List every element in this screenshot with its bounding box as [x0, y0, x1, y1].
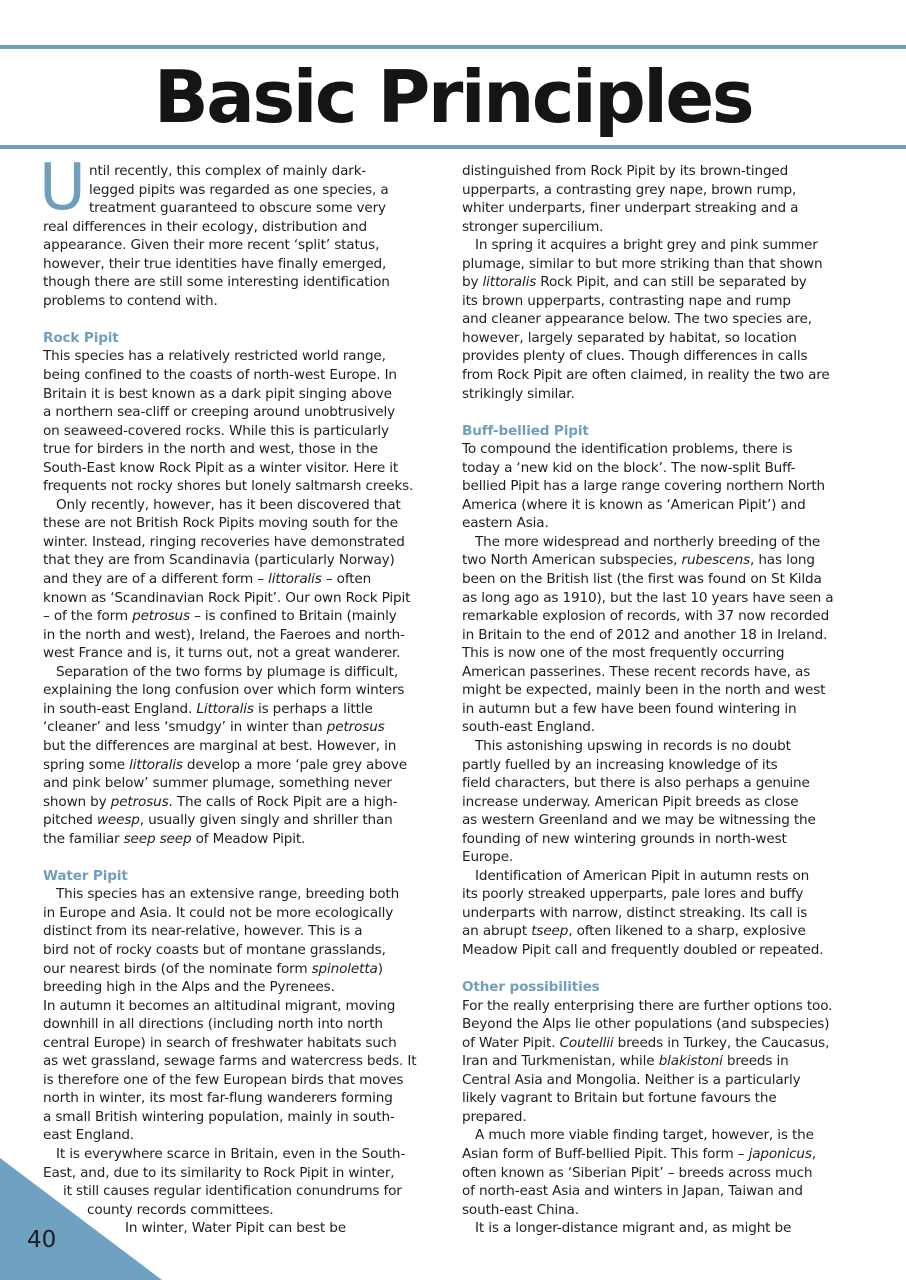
text-line: It is a longer-distance migrant and, as might be	[475, 1220, 792, 1237]
text-line: Iran and Turkmenistan, while blakistoni breeds in	[462, 1053, 789, 1070]
text-line: East, and, due to its similarity to Rock Pipit in winter,	[43, 1164, 395, 1181]
text-line: often known as ‘Siberian Pipit’ – breeds across much	[462, 1164, 813, 1181]
section-heading: Buff-bellied Pipit	[462, 422, 589, 439]
title-bottom-rule	[0, 145, 906, 149]
text-line: founding of new wintering grounds in north-west	[462, 830, 787, 847]
latin-name: spinoletta	[311, 960, 378, 977]
text-line: The more widespread and northerly breeding of the	[475, 533, 821, 550]
text-line: south-east England.	[462, 719, 595, 736]
text-line: north in winter, its most far-flung wanderers forming	[43, 1090, 393, 1107]
text-line: east England.	[43, 1127, 134, 1144]
latin-name: petrosus	[326, 719, 385, 736]
text-line: Asian form of Buff-bellied Pipit. This form – japonicus,	[462, 1145, 817, 1162]
text-line: south-east China.	[462, 1201, 579, 1218]
text-line: In autumn it becomes an altitudinal migrant, moving	[43, 997, 396, 1014]
latin-name: rubescens	[681, 552, 750, 569]
text-line: of Water Pipit. Coutellii breeds in Turkey, the Caucasus,	[462, 1034, 830, 1051]
text-line: Only recently, however, has it been discovered that	[56, 496, 401, 513]
section-heading: Rock Pipit	[43, 329, 119, 346]
text-line: Beyond the Alps lie other populations (and subspecies)	[462, 1016, 830, 1033]
text-line: and they are of a different form – littoralis – often	[43, 571, 372, 588]
text-line: ‘cleaner’ and less ‘smudgy’ in winter than petrosus	[43, 719, 385, 736]
intro-paragraph	[39, 151, 483, 310]
text-line: pitched weesp, usually given singly and shriller than	[43, 812, 393, 829]
latin-name: petrosus	[110, 793, 169, 810]
text-line: It is everywhere scarce in Britain, even in the South-	[56, 1145, 406, 1162]
text-line: been on the British list (the first was found on St Kilda	[462, 571, 822, 588]
latin-name: petrosus	[132, 608, 190, 625]
text-line: as wet grassland, sewage farms and watercress beds. It	[43, 1053, 417, 1070]
text-line: in Europe and Asia. It could not be more ecologically	[43, 904, 394, 921]
text-line: the familiar seep seep of Meadow Pipit.	[43, 830, 306, 847]
text-line: – of the form petrosus – is confined to Britain (mainly	[43, 608, 397, 625]
text-line: This species has a relatively restricted world range,	[43, 348, 386, 365]
text-line: distinguished from Rock Pipit by its brown-tinged	[462, 163, 789, 179]
text-line: shown by petrosus. The calls of Rock Pipit are a high-	[43, 793, 398, 810]
section-other-possibilities	[462, 978, 902, 1238]
text-line: This astonishing upswing in records is no doubt	[475, 737, 791, 754]
text-line: plumage, similar to but more striking than that shown	[462, 255, 823, 272]
latin-name: blakistoni	[658, 1053, 723, 1070]
text-line: A much more viable finding target, however, is the	[475, 1127, 814, 1144]
text-line: two North American subspecies, rubescens, has long	[462, 552, 815, 569]
text-line: in the north and west), Ireland, the Faeroes and north-	[43, 626, 405, 643]
text-line: To compound the identification problems, there is	[462, 441, 793, 458]
text-line: an abrupt tseep, often likened to a sharp, explosive	[462, 923, 806, 940]
text-line: today a ‘new kid on the block’. The now-split Buff-	[462, 459, 796, 476]
text-line: ntil recently, this complex of mainly dark-	[89, 163, 367, 179]
text-line: distinct from its near-relative, however. This is a	[43, 923, 363, 940]
text-line: however, largely separated by habitat, so location	[462, 329, 797, 346]
text-line: stronger supercilium.	[462, 218, 604, 235]
text-line: real differences in their ecology, distribution and	[43, 218, 367, 235]
text-line: west France and is, it turns out, not a great wanderer.	[43, 645, 401, 662]
text-line: Europe.	[462, 849, 514, 866]
text-line: Separation of the two forms by plumage is difficult,	[56, 663, 399, 680]
text-line: bird not of rocky coasts but of montane grasslands,	[43, 941, 386, 958]
text-line: American passerines. These recent records have, as	[462, 663, 811, 680]
text-line: in Britain to the end of 2012 and another 18 in Ireland.	[462, 626, 828, 643]
text-line: and cleaner appearance below. The two species are,	[462, 311, 812, 328]
text-line: eastern Asia.	[462, 515, 549, 532]
text-line: on seaweed-covered rocks. While this is particularly	[43, 422, 389, 439]
text-line: in autumn but a few have been found wintering in	[462, 700, 797, 717]
page-number: 40	[27, 1227, 57, 1253]
text-line: downhill in all directions (including north into north	[43, 1016, 383, 1033]
text-line: In winter, Water Pipit can best be	[125, 1220, 346, 1237]
text-line: This species has an extensive range, breeding both	[56, 886, 400, 903]
text-line: in south-east England. Littoralis is perhaps a little	[43, 700, 373, 717]
section-buff-bellied-pipit	[462, 422, 902, 960]
text-line: a northern sea-cliff or creeping around unobtrusively	[43, 404, 396, 421]
text-line: America (where it is known as ‘American Pipit’) and	[462, 496, 806, 513]
text-line: underparts with narrow, distinct streaking. Its call is	[462, 904, 808, 921]
text-line: its poorly streaked upperparts, pale lores and buffy	[462, 886, 804, 903]
text-line: Meadow Pipit call and frequently doubled or repeated.	[462, 941, 824, 958]
text-line: bellied Pipit has a large range covering northern North	[462, 478, 826, 495]
text-line: For the really enterprising there are further options too.	[462, 997, 833, 1014]
text-line: whiter underparts, finer underpart streaking and a	[462, 200, 799, 217]
text-line: frequents not rocky shores but lonely saltmarsh creeks.	[43, 478, 414, 495]
text-line: however, their true identities have finally emerged,	[43, 255, 387, 272]
call-name: weesp	[96, 812, 140, 829]
text-line: treatment guaranteed to obscure some very	[89, 200, 386, 217]
text-line: being confined to the coasts of north-west Europe. In	[43, 367, 397, 384]
section-heading: Other possibilities	[462, 979, 600, 996]
text-line: problems to contend with.	[43, 292, 218, 309]
text-line: partly fuelled by an increasing knowledge of its	[462, 756, 778, 773]
text-line: might be expected, mainly been in the north and west	[462, 682, 826, 699]
text-line: Central Asia and Mongolia. Neither is a particularly	[462, 1071, 801, 1088]
text-line: prepared.	[462, 1108, 527, 1125]
text-line: it still causes regular identification conundrums for	[63, 1183, 402, 1200]
section-water-pipit-continued	[462, 162, 902, 403]
text-line: Britain it is best known as a dark pipit singing above	[43, 385, 392, 402]
call-name: tseep	[531, 923, 569, 940]
page-title: Basic Principles	[153, 55, 753, 139]
text-line: winter. Instead, ringing recoveries have demonstrated	[43, 533, 405, 550]
text-line: This is now one of the most frequently occurring	[462, 645, 785, 662]
text-line: and pink below’ summer plumage, something never	[43, 775, 392, 792]
right-column	[462, 162, 902, 1238]
text-line: appearance. Given their more recent ‘split’ status,	[43, 237, 380, 254]
text-line: field characters, but there is also perhaps a genuine	[462, 775, 810, 792]
text-line: but the differences are marginal at best. However, in	[43, 737, 397, 754]
text-line: explaining the long confusion over which form winters	[43, 682, 405, 699]
text-line: that they are from Scandinavia (particularly Norway)	[43, 552, 395, 569]
text-line: South-East know Rock Pipit as a winter visitor. Here it	[43, 459, 399, 476]
text-line: In spring it acquires a bright grey and pink summer	[475, 237, 818, 254]
text-line: likely vagrant to Britain but fortune favours the	[462, 1090, 777, 1107]
latin-name: littoralis	[482, 274, 537, 291]
drop-cap: U	[39, 151, 86, 225]
text-line: our nearest birds (of the nominate form spinoletta)	[43, 960, 383, 977]
text-line: these are not British Rock Pipits moving south for the	[43, 515, 398, 532]
latin-name: Littoralis	[196, 700, 254, 717]
text-line: its brown upperparts, contrasting nape and rump	[462, 292, 791, 309]
text-line: Identification of American Pipit in autumn rests on	[475, 867, 810, 884]
text-line: by littoralis Rock Pipit, and can still be separated by	[462, 274, 807, 291]
latin-name: littoralis	[129, 756, 183, 773]
text-line: as western Greenland and we may be witnessing the	[462, 812, 816, 829]
text-line: upperparts, a contrasting grey nape, brown rump,	[462, 181, 797, 198]
text-line: true for birders in the north and west, those in the	[43, 441, 378, 458]
text-line: central Europe) in search of freshwater habitats such	[43, 1034, 397, 1051]
text-line: known as ‘Scandinavian Rock Pipit’. Our own Rock Pipit	[43, 589, 411, 606]
text-line: remarkable explosion of records, with 37 now recorded	[462, 608, 830, 625]
section-heading: Water Pipit	[43, 867, 128, 884]
latin-name: japonicus	[748, 1145, 812, 1162]
latin-name: littoralis	[268, 571, 322, 588]
text-line: provides plenty of clues. Though differences in calls	[462, 348, 808, 365]
text-line: from Rock Pipit are often claimed, in reality the two are	[462, 367, 830, 384]
text-line: increase underway. American Pipit breeds as close	[462, 793, 799, 810]
text-line: county records committees.	[87, 1201, 274, 1218]
text-line: spring some littoralis develop a more ‘pale grey above	[43, 756, 407, 773]
left-column	[39, 151, 483, 1238]
text-line: though there are still some interesting identification	[43, 274, 390, 291]
page-corner-triangle	[0, 1158, 162, 1280]
text-line: a small British wintering population, mainly in south-	[43, 1108, 395, 1125]
text-line: breeding high in the Alps and the Pyrenees.	[43, 979, 335, 996]
section-rock-pipit	[43, 329, 483, 848]
text-line: is therefore one of the few European birds that moves	[43, 1071, 404, 1088]
top-rule	[0, 45, 906, 49]
latin-name: Coutellii	[559, 1034, 614, 1051]
call-name: seep seep	[123, 830, 192, 847]
text-line: legged pipits was regarded as one species, a	[89, 181, 389, 198]
text-line: as long ago as 1910), but the last 10 years have seen a	[462, 589, 834, 606]
text-line: strikingly similar.	[462, 385, 575, 402]
text-line: of north-east Asia and winters in Japan, Taiwan and	[462, 1183, 803, 1200]
